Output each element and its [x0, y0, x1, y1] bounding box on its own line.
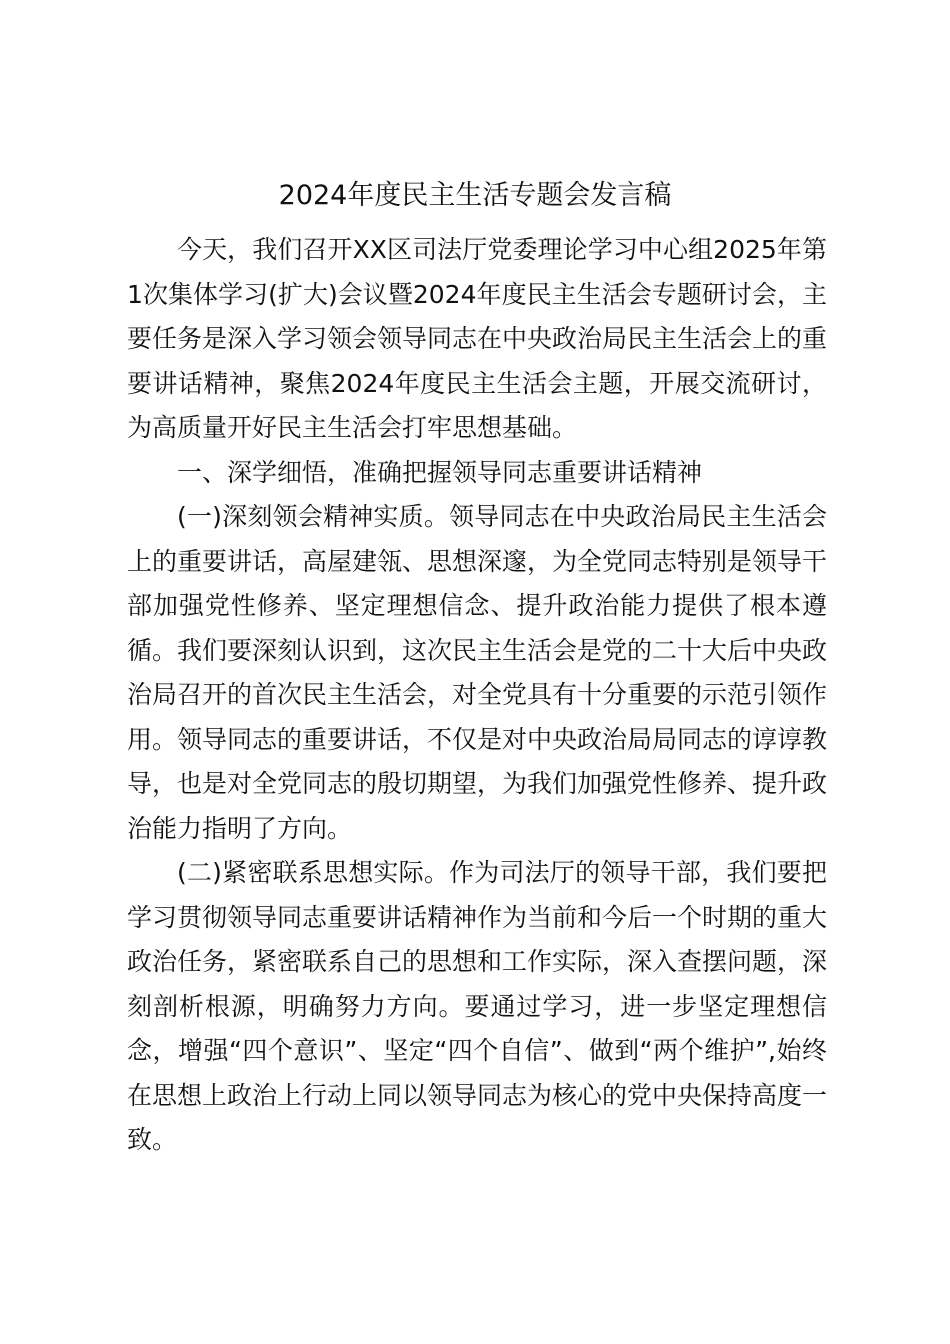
document-body — [127, 228, 827, 1163]
subsection-2-paragraph: (二)紧密联系思想实际。作为司法厅的领导干部，我们要把学习贯彻领导同志重要讲话精神作为当前和今后一个时期的重大政治任务，紧密联系自己的思想和工作实际，深入查摆问题，深刻剖析根源，明确努力方向。要通过学习，进一步坚定理想信念，增强“四个意识”、坚定“四个自信”、做到“两个维护”,始终在思想上政治上行动上同以领导同志为核心的党中央保持高度一致。 — [127, 858, 828, 1154]
intro-paragraph: 今天，我们召开XX区司法厅党委理论学习中心组2025年第1次集体学习(扩大)会议暨2024年度民主生活会专题研讨会，主要任务是深入学习领会领导同志在中央政治局民主生活会上的重要讲话精神，聚焦2024年度民主生活会主题，开展交流研讨，为高质量开好民主生活会打牢思想基础。 — [127, 235, 828, 442]
subsection-1-paragraph: (一)深刻领会精神实质。领导同志在中央政治局民主生活会上的重要讲话，高屋建瓴、思想深邃，为全党同志特别是领导干部加强党性修养、坚定理想信念、提升政治能力提供了根本遵循。我们要深刻认识到，这次民主生活会是党的二十大后中央政治局召开的首次民主生活会，对全党具有十分重要的示范引领作用。领导同志的重要讲话，不仅是对中央政治局局同志的谆谆教导，也是对全党同志的殷切期望，为我们加强党性修养、提升政治能力指明了方向。 — [127, 502, 828, 843]
document-title: 2024年度民主生活专题会发言稿 — [278, 180, 672, 211]
section-heading: 一、深学细悟，准确把握领导同志重要讲话精神 — [177, 457, 703, 487]
